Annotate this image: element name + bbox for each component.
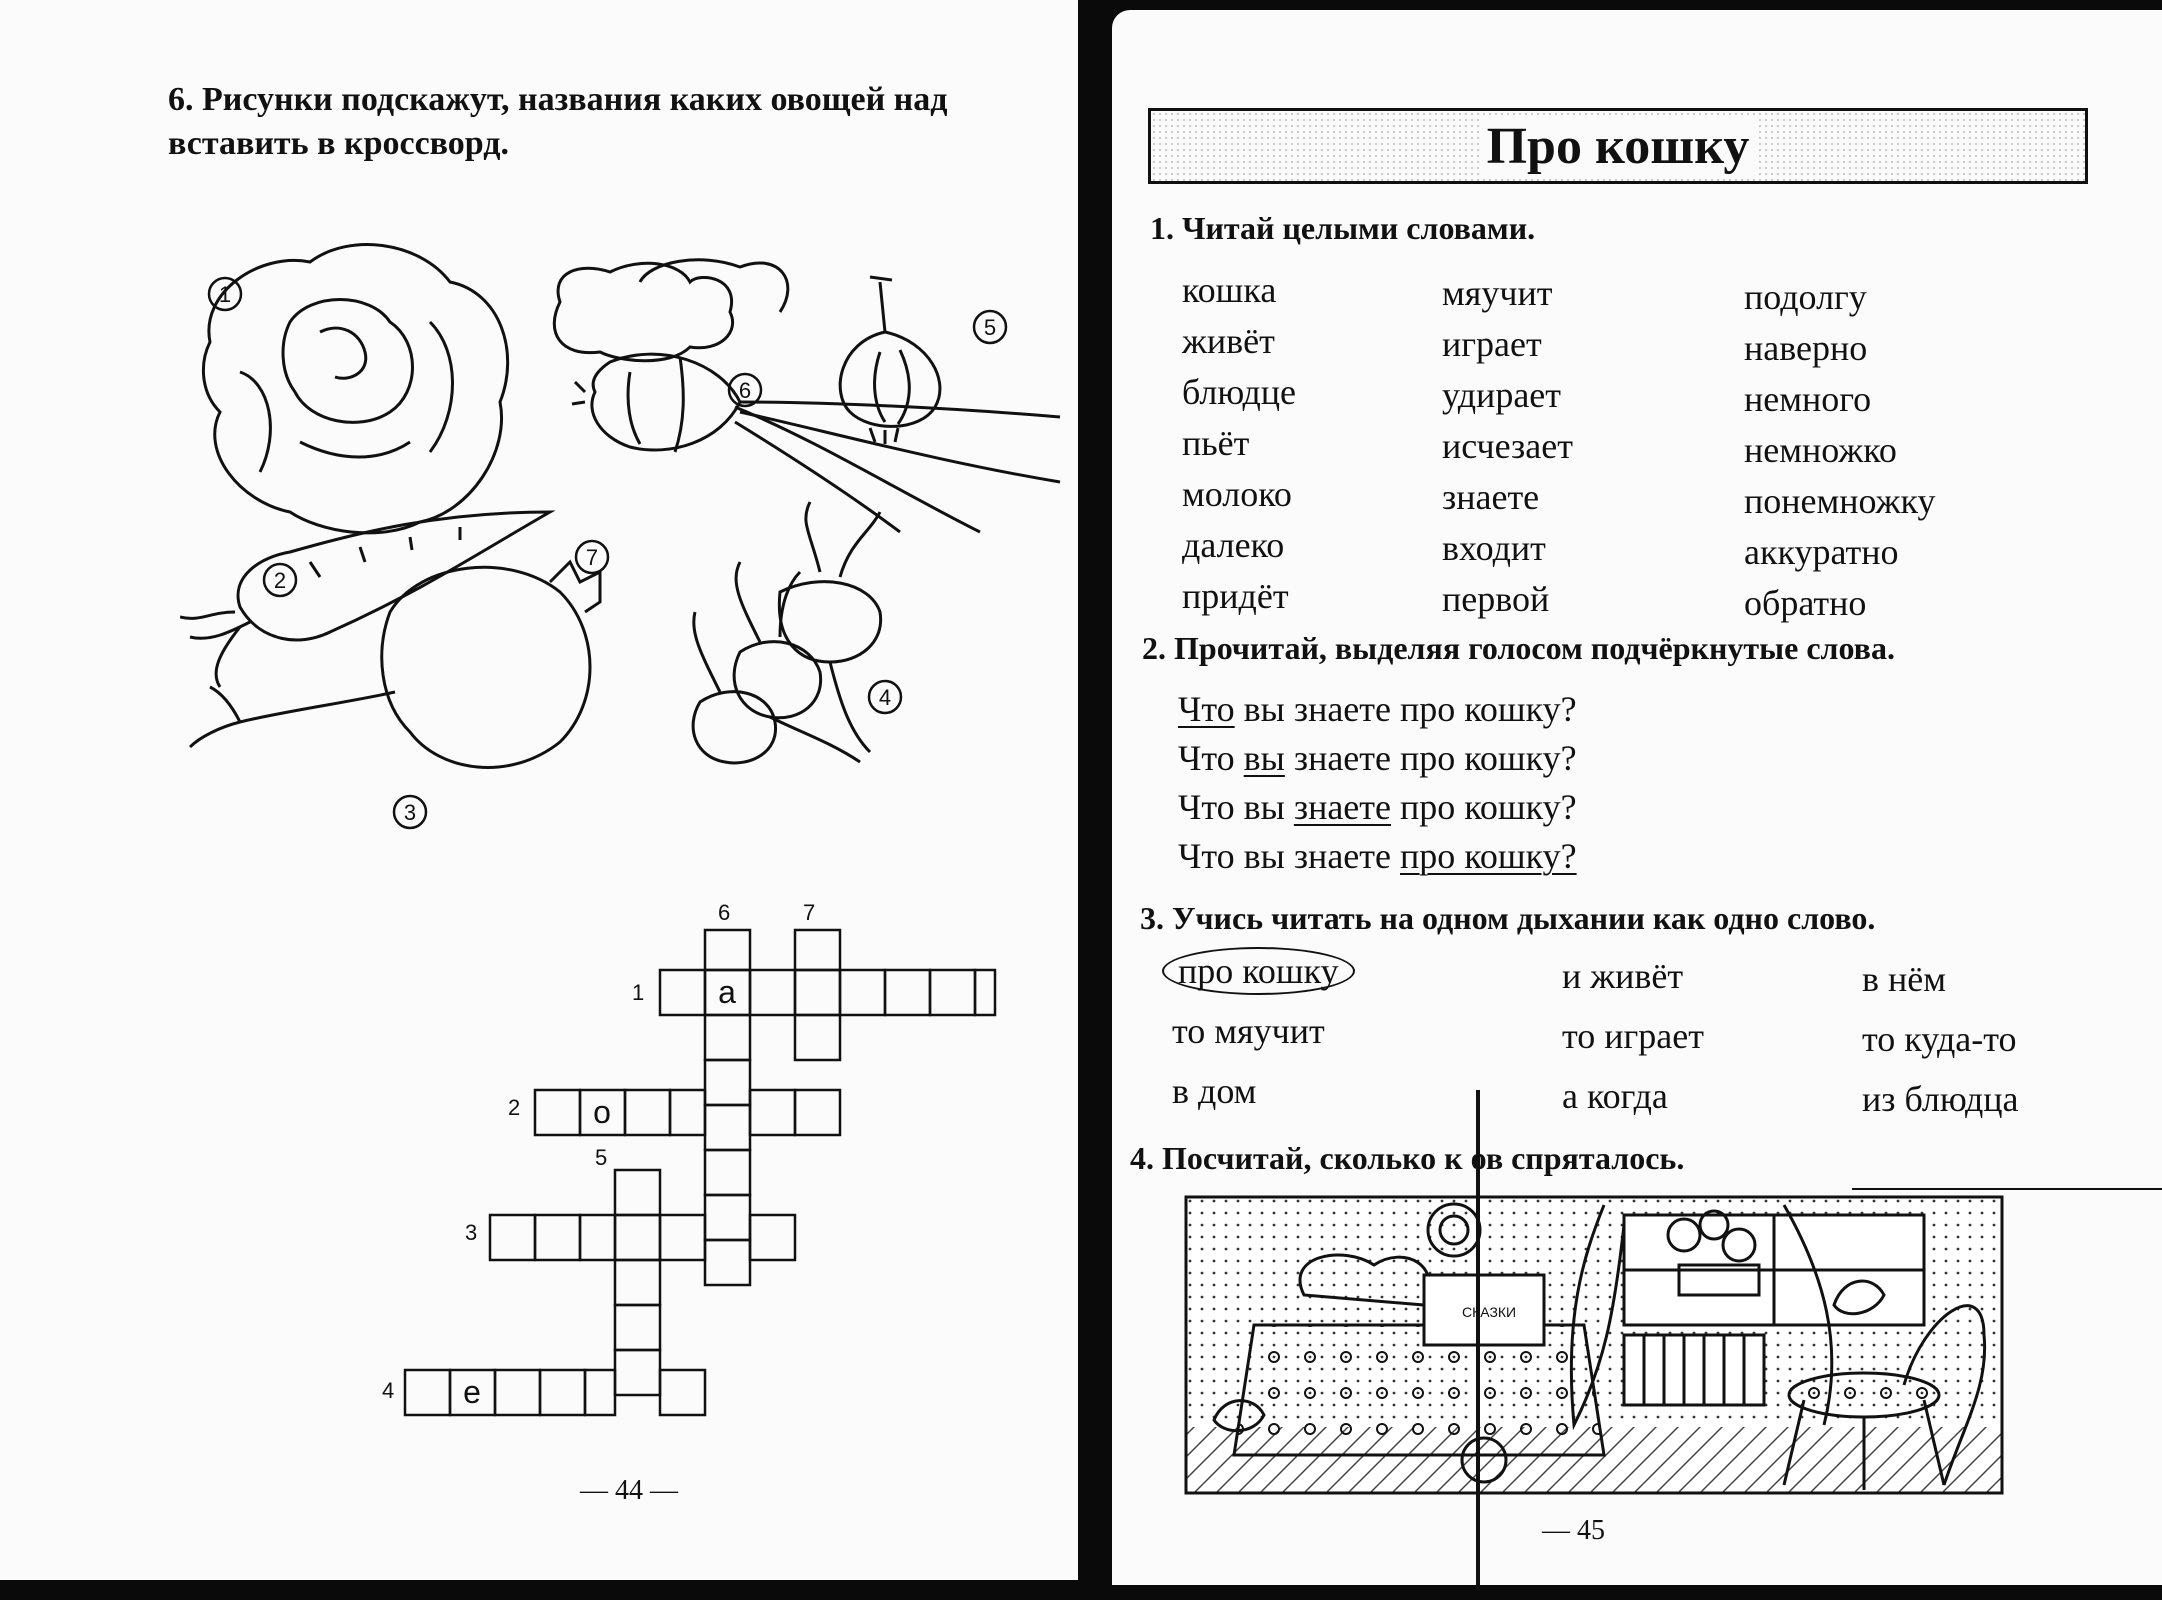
crossword-letter-a: а <box>718 974 736 1010</box>
sentence-part: вы знаете про кошку? <box>1234 689 1577 729</box>
section-4-heading: 4. Посчитай, сколько к ов спряталось. <box>1130 1140 1685 1176</box>
crossword-row-2 <box>535 1090 840 1135</box>
sentence-line <box>1178 832 1577 881</box>
picture-number-7: 7 <box>585 545 599 570</box>
answer-blank-line <box>1852 1188 2162 1190</box>
turnip-drawing <box>190 562 600 767</box>
underlined-word: вы <box>1243 738 1285 778</box>
sentence-line <box>1178 734 1577 783</box>
picture-number-1: 1 <box>218 282 232 307</box>
sentence-part: Что вы <box>1178 787 1294 827</box>
phrase: и живёт <box>1562 956 1684 996</box>
word: немножко <box>1744 430 1897 470</box>
crossword-number-7: 7 <box>803 900 816 925</box>
crossword-number-2: 2 <box>508 1095 521 1120</box>
title-box <box>1148 108 2088 184</box>
sentence-part: Что <box>1178 738 1244 778</box>
task-6-line-2: вставить в кроссворд. <box>168 125 509 162</box>
word: далеко <box>1182 525 1285 565</box>
picture-number-3: 3 <box>403 800 417 825</box>
crossword-number-1: 1 <box>632 980 645 1005</box>
picture-number-markers <box>209 278 1006 828</box>
word: входит <box>1442 528 1546 568</box>
crossword-row-1 <box>660 970 995 1015</box>
word-column-1 <box>1182 265 1296 622</box>
sentence-line <box>1178 685 1577 734</box>
word: блюдце <box>1182 372 1297 412</box>
radishes-drawing <box>693 502 881 763</box>
book-label: СКАЗКИ <box>1462 1304 1517 1320</box>
picture-number-4: 4 <box>878 685 892 710</box>
sentence-part: Что вы знаете <box>1178 836 1400 876</box>
garlic-drawing <box>840 277 940 444</box>
underlined-word: про кошку? <box>1400 836 1577 876</box>
section-1-heading: 1. Читай целыми словами. <box>1150 210 1536 246</box>
phrase: то играет <box>1562 1016 1704 1056</box>
phrase: в нём <box>1862 959 1947 999</box>
word: первой <box>1442 579 1550 619</box>
book-drawing <box>1424 1275 1544 1345</box>
sentence-line <box>1178 783 1577 832</box>
phrase: из блюдца <box>1862 1079 2019 1119</box>
phrase: а когда <box>1562 1076 1668 1116</box>
crossword-letter-o: о <box>593 1094 611 1130</box>
word: подолгу <box>1744 277 1867 317</box>
sentence-part: про кошку? <box>1391 787 1577 827</box>
task-6-line-1: 6. Рисунки подскажут, названия каких овощей над <box>168 81 948 118</box>
word: наверно <box>1744 328 1868 368</box>
word: понемножку <box>1744 481 1936 521</box>
crossword-row-3 <box>490 1215 795 1260</box>
radiator-drawing <box>1624 1335 1764 1405</box>
word: придёт <box>1182 576 1289 616</box>
phrase: то куда-то <box>1862 1019 2017 1059</box>
word: молоко <box>1182 474 1292 514</box>
phrase: в дом <box>1172 1071 1257 1111</box>
left-page <box>0 0 1078 1580</box>
potatoes-drawing <box>554 260 788 361</box>
crossword-letter-e: е <box>463 1374 481 1410</box>
word: живёт <box>1182 321 1275 361</box>
page-fold-line <box>1474 1090 1482 1590</box>
crossword-column-5 <box>615 1170 660 1395</box>
picture-number-2: 2 <box>273 568 287 593</box>
crossword-row-4 <box>405 1370 705 1415</box>
word: мяучит <box>1442 273 1553 313</box>
page-number-left: — 44 — <box>580 1475 678 1506</box>
right-page <box>1112 10 2162 1585</box>
underlined-word: знаете <box>1293 787 1391 827</box>
word: обратно <box>1744 583 1867 623</box>
page-title: Про кошку <box>1479 117 1758 176</box>
room-with-hidden-cats-picture <box>1184 1195 2004 1495</box>
phrase: то мяучит <box>1172 1011 1325 1051</box>
vegetables-illustration <box>180 232 1078 852</box>
word: немного <box>1744 379 1872 419</box>
crossword-letters <box>463 974 736 1410</box>
crossword-grid <box>360 895 1000 1455</box>
word-column-3 <box>1744 272 1936 629</box>
word: аккуратно <box>1744 532 1899 572</box>
underlined-word: Что <box>1178 689 1235 729</box>
circled-phrase: про кошку <box>1162 947 1355 995</box>
page-number-right: — 45 <box>1542 1515 1605 1546</box>
section-2-sentences <box>1178 685 1577 881</box>
word: исчезает <box>1442 426 1573 466</box>
carrot-drawing <box>180 512 550 687</box>
onion-drawing <box>572 354 1060 532</box>
crossword-number-6: 6 <box>718 900 731 925</box>
crossword-column-7 <box>795 930 840 1060</box>
cabbage-drawing <box>203 245 507 533</box>
section-3-heading: 3. Учись читать на одном дыхании как одно слово. <box>1140 900 1876 936</box>
word: кошка <box>1182 270 1277 310</box>
picture-number-6: 6 <box>738 378 752 403</box>
crossword-number-4: 4 <box>382 1378 395 1403</box>
crossword-number-3: 3 <box>465 1220 478 1245</box>
crossword-number-5: 5 <box>595 1145 608 1170</box>
sentence-part: знаете про кошку? <box>1284 738 1577 778</box>
section-2-heading: 2. Прочитай, выделяя голосом подчёркнутые слова. <box>1142 630 1895 666</box>
word: удирает <box>1442 375 1562 415</box>
word: пьёт <box>1182 423 1250 463</box>
picture-number-5: 5 <box>983 315 997 340</box>
task-6-heading <box>168 78 1078 166</box>
word-column-2 <box>1442 268 1573 625</box>
word: играет <box>1442 324 1542 364</box>
word: знаете <box>1442 477 1540 517</box>
